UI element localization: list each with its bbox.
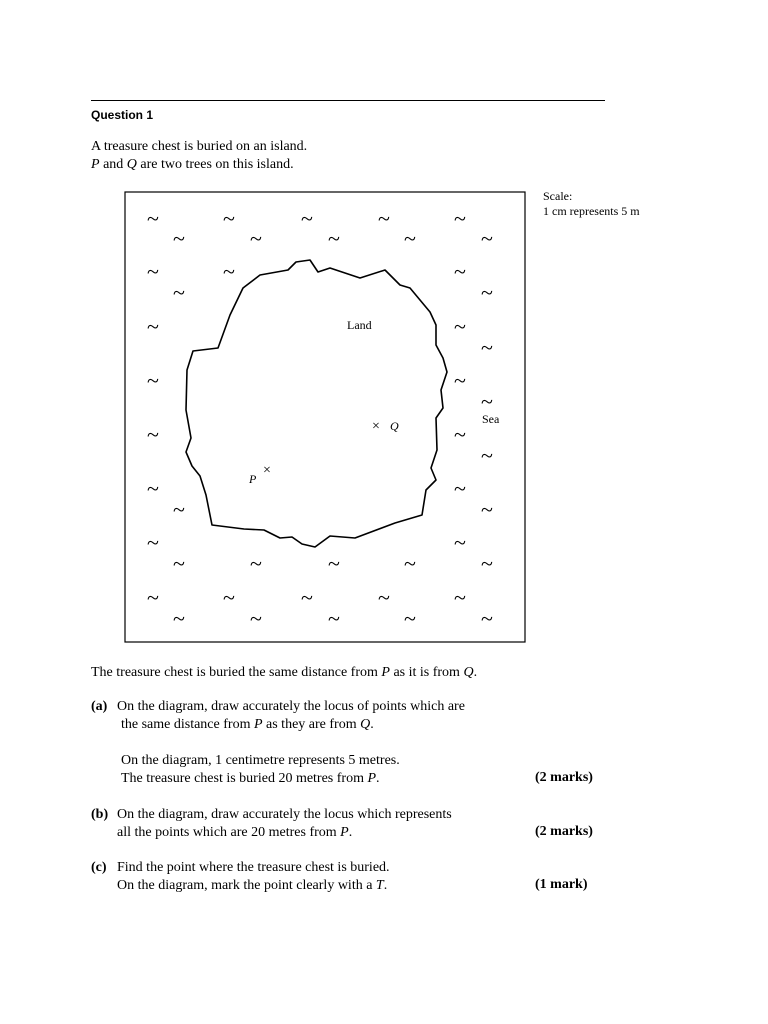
tree-q-label: Q bbox=[390, 419, 399, 433]
wave-icon: ~ bbox=[147, 530, 159, 555]
wave-icon: ~ bbox=[378, 206, 390, 231]
wave-icon: ~ bbox=[223, 206, 235, 231]
wave-icon: ~ bbox=[404, 606, 416, 631]
wave-icon: ~ bbox=[147, 476, 159, 501]
part-b-label: (b) bbox=[91, 807, 109, 822]
wave-icon: ~ bbox=[481, 606, 493, 631]
wave-icon: ~ bbox=[454, 259, 466, 284]
part-b-line-2: all the points which are 20 metres from P. bbox=[117, 825, 353, 840]
problem-statement: The treasure chest is buried the same distance from P as it is from Q. bbox=[91, 665, 478, 680]
wave-icon: ~ bbox=[147, 259, 159, 284]
question-title: Question 1 bbox=[91, 108, 154, 122]
wave-icon: ~ bbox=[328, 551, 340, 576]
wave-icon: ~ bbox=[250, 226, 262, 251]
wave-icon: ~ bbox=[173, 551, 185, 576]
wave-icon: ~ bbox=[481, 497, 493, 522]
wave-icon: ~ bbox=[328, 606, 340, 631]
wave-icon: ~ bbox=[454, 368, 466, 393]
wave-icon: ~ bbox=[173, 497, 185, 522]
wave-icon: ~ bbox=[147, 206, 159, 231]
part-c-label: (c) bbox=[91, 860, 107, 875]
wave-icon: ~ bbox=[454, 422, 466, 447]
wave-icon: ~ bbox=[173, 226, 185, 251]
sea-label: Sea bbox=[482, 412, 500, 426]
wave-icon: ~ bbox=[173, 280, 185, 305]
intro-line-1: A treasure chest is buried on an island. bbox=[91, 139, 308, 154]
wave-icon: ~ bbox=[481, 226, 493, 251]
wave-icon: ~ bbox=[301, 206, 313, 231]
part-a-marks: (2 marks) bbox=[535, 770, 593, 785]
part-a-line-1: On the diagram, draw accurately the locus of points which are bbox=[117, 699, 465, 714]
part-a-line-2: the same distance from P as they are from Q. bbox=[121, 717, 374, 732]
part-c-marks: (1 mark) bbox=[535, 877, 588, 892]
wave-icon: ~ bbox=[250, 551, 262, 576]
wave-icon: ~ bbox=[481, 389, 493, 414]
land-label: Land bbox=[347, 318, 372, 332]
part-a-line-4: The treasure chest is buried 20 metres from P. bbox=[121, 771, 380, 786]
wave-icon: ~ bbox=[378, 585, 390, 610]
tree-p-cross: × bbox=[263, 463, 271, 478]
part-c-line-2: On the diagram, mark the point clearly with a T. bbox=[117, 878, 388, 893]
part-b-marks: (2 marks) bbox=[535, 824, 593, 839]
wave-icon: ~ bbox=[250, 606, 262, 631]
tree-q-cross: × bbox=[372, 419, 380, 434]
part-a-line-3: On the diagram, 1 centimetre represents 5 metres. bbox=[121, 753, 400, 768]
wave-icon: ~ bbox=[147, 422, 159, 447]
wave-icon: ~ bbox=[328, 226, 340, 251]
scale-heading: Scale: bbox=[543, 189, 573, 203]
wave-icon: ~ bbox=[454, 585, 466, 610]
wave-icon: ~ bbox=[404, 226, 416, 251]
part-a-label: (a) bbox=[91, 699, 108, 714]
wave-icon: ~ bbox=[454, 206, 466, 231]
wave-icon: ~ bbox=[301, 585, 313, 610]
part-c-line-1: Find the point where the treasure chest is buried. bbox=[117, 860, 390, 875]
wave-icon: ~ bbox=[454, 476, 466, 501]
sea-waves bbox=[147, 206, 493, 631]
wave-icon: ~ bbox=[481, 443, 493, 468]
tree-p-label: P bbox=[249, 472, 257, 486]
scale-value: 1 cm represents 5 m bbox=[543, 204, 640, 218]
wave-icon: ~ bbox=[223, 585, 235, 610]
wave-icon: ~ bbox=[173, 606, 185, 631]
part-b-line-1: On the diagram, draw accurately the locus which represents bbox=[117, 807, 452, 822]
wave-icon: ~ bbox=[147, 314, 159, 339]
intro-line-2: P and Q are two trees on this island. bbox=[91, 157, 294, 172]
wave-icon: ~ bbox=[147, 368, 159, 393]
island-coastline bbox=[186, 260, 447, 547]
wave-icon: ~ bbox=[454, 314, 466, 339]
wave-icon: ~ bbox=[404, 551, 416, 576]
wave-icon: ~ bbox=[223, 259, 235, 284]
wave-icon: ~ bbox=[147, 585, 159, 610]
wave-icon: ~ bbox=[481, 280, 493, 305]
wave-icon: ~ bbox=[454, 530, 466, 555]
wave-icon: ~ bbox=[481, 551, 493, 576]
wave-icon: ~ bbox=[481, 335, 493, 360]
